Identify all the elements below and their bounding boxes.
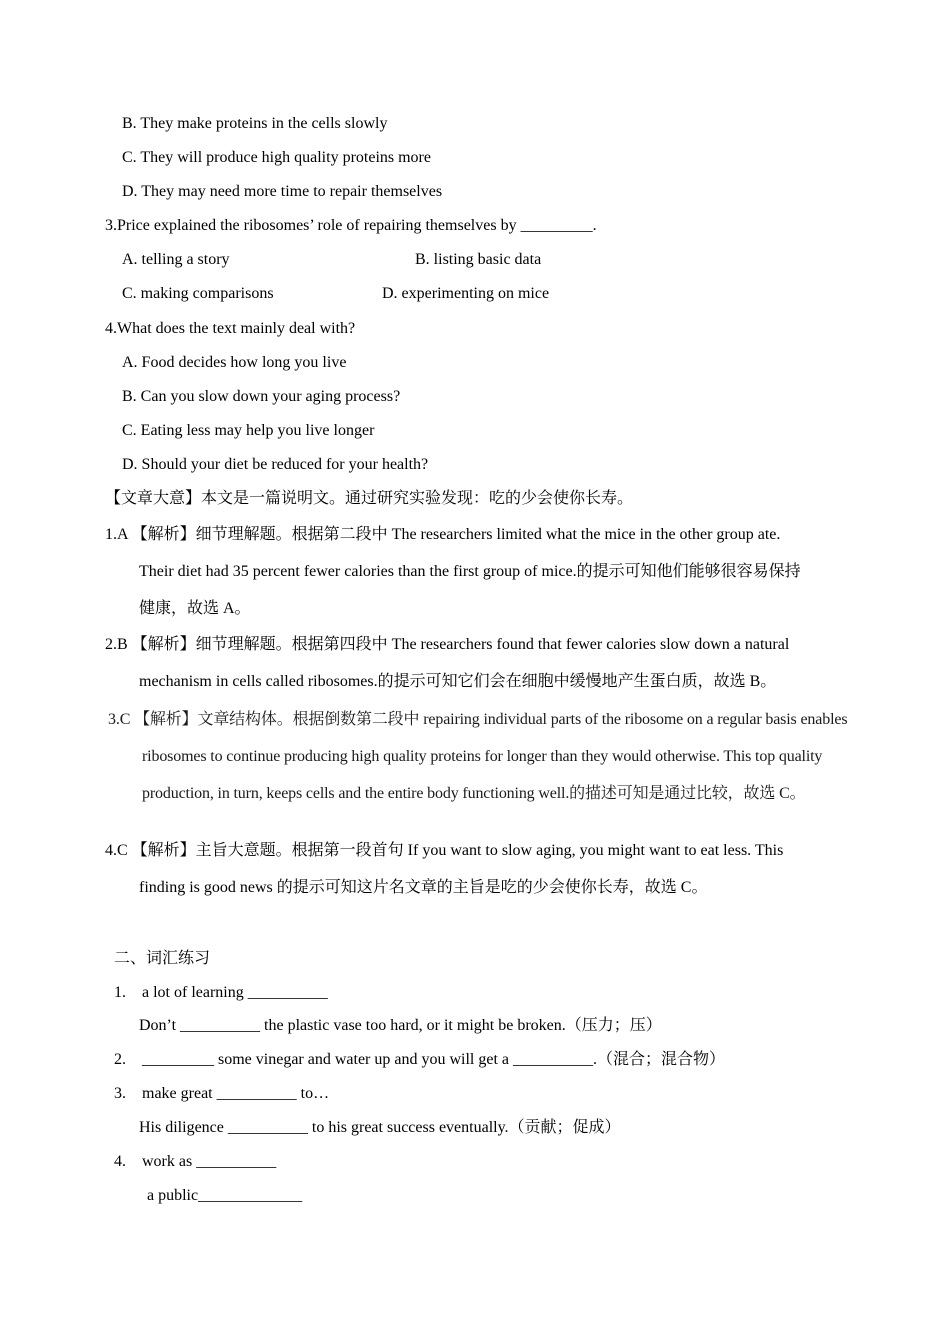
q4-option-a: A. Food decides how long you live: [122, 354, 347, 371]
vocab-item-number: 2.: [114, 1051, 126, 1068]
answer-2-line-1: 2.B 【解析】细节理解题。根据第四段中 The researchers found that fewer calories slow down a natural: [105, 636, 790, 653]
vocab-item-number: 1.: [114, 984, 126, 1001]
q4-stem: 4.What does the text mainly deal with?: [105, 320, 356, 337]
q2-option-b: B. They make proteins in the cells slowly: [122, 115, 388, 132]
answer-3-line-1: 3.C 【解析】文章结构体。根据倒数第二段中 repairing individual parts of the ribosome on a regular basis enables: [108, 711, 848, 728]
q4-option-c: C. Eating less may help you live longer: [122, 422, 375, 439]
q3-option-b: B. listing basic data: [415, 251, 542, 268]
q3-option-a: A. telling a story: [122, 251, 230, 268]
answer-4-line-2: finding is good news 的提示可知这片名文章的主旨是吃的少会使你长寿，故选 C。: [139, 879, 708, 896]
answer-1-line-3: 健康，故选 A。: [139, 600, 251, 617]
q2-option-d: D. They may need more time to repair themselves: [122, 183, 443, 200]
answer-2-line-2: mechanism in cells called ribosomes.的提示可知它们会在细胞中缓慢地产生蛋白质，故选 B。: [139, 673, 777, 690]
article-summary: 【文章大意】本文是一篇说明文。通过研究实验发现：吃的少会使你长寿。: [105, 490, 634, 507]
q3-option-d: D. experimenting on mice: [382, 285, 550, 302]
answer-3-line-2: ribosomes to continue producing high quality proteins for longer than they would otherwise. This top quality: [142, 748, 823, 765]
q4-option-d: D. Should your diet be reduced for your health?: [122, 456, 429, 473]
vocab-heading: 二、词汇练习: [114, 950, 211, 967]
q3-option-c: C. making comparisons: [122, 285, 274, 302]
vocab-item-3-line-1: make great __________ to…: [142, 1085, 330, 1102]
answer-3-line-3: production, in turn, keeps cells and the entire body functioning well.的描述可知是通过比较，故选 C。: [142, 785, 806, 802]
vocab-item-3-line-2: His diligence __________ to his great success eventually.（贡献；促成）: [139, 1119, 621, 1136]
answer-1-line-2: Their diet had 35 percent fewer calories than the first group of mice.的提示可知他们能够很容易保持: [139, 563, 801, 580]
vocab-item-1-line-1: a lot of learning __________: [142, 984, 328, 1001]
q4-option-b: B. Can you slow down your aging process?: [122, 388, 401, 405]
vocab-item-4-line-2: a public_____________: [147, 1187, 303, 1204]
q2-option-c: C. They will produce high quality proteins more: [122, 149, 431, 166]
vocab-item-number: 4.: [114, 1153, 126, 1170]
vocab-item-2-line-1: _________ some vinegar and water up and you will get a __________.（混合；混合物）: [142, 1051, 726, 1068]
answer-4-line-1: 4.C 【解析】主旨大意题。根据第一段首句 If you want to slow aging, you might want to eat less. This: [105, 842, 784, 859]
q3-stem: 3.Price explained the ribosomes’ role of repairing themselves by _________.: [105, 217, 597, 234]
vocab-item-4-line-1: work as __________: [142, 1153, 277, 1170]
vocab-item-number: 3.: [114, 1085, 126, 1102]
answer-1-line-1: 1.A 【解析】细节理解题。根据第二段中 The researchers limited what the mice in the other group ate.: [105, 526, 781, 543]
vocab-item-1-line-2: Don’t __________ the plastic vase too hard, or it might be broken.（压力；压）: [139, 1017, 662, 1034]
